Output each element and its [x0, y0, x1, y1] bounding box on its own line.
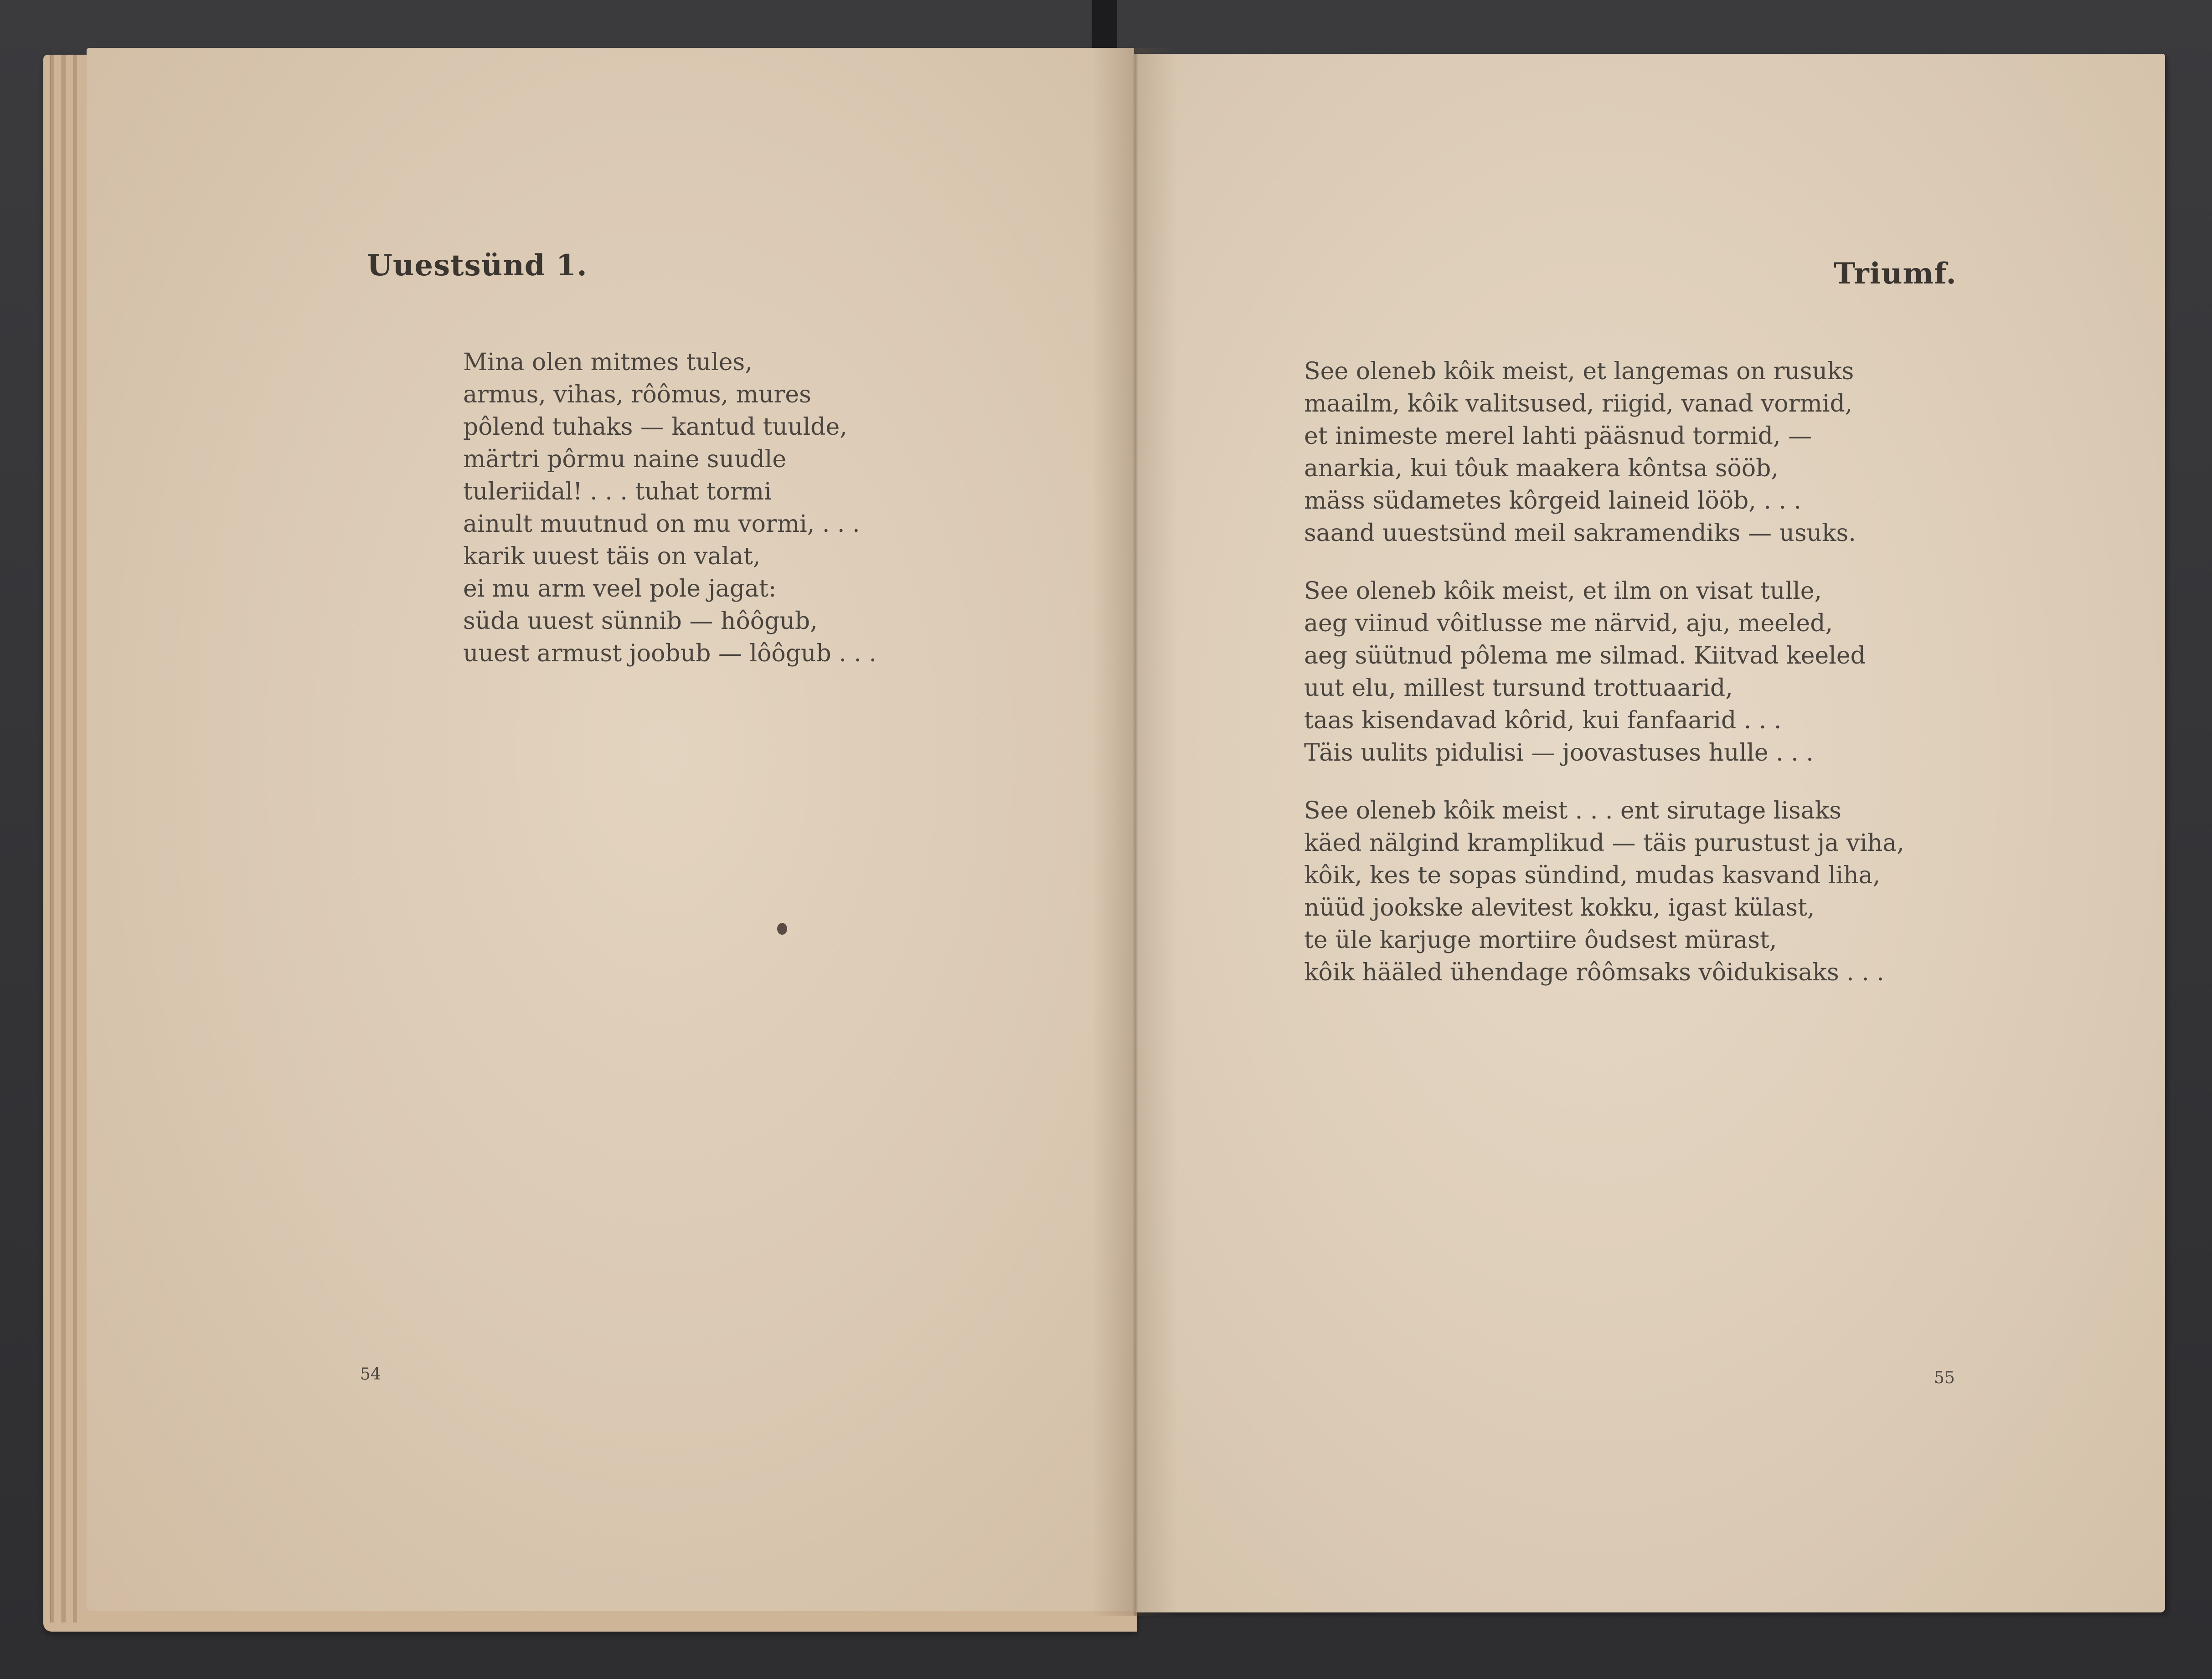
verse-line: käed nälgind kramplikud — täis purustust ja viha, — [1304, 829, 1904, 857]
verse-line: märtri pôrmu naine suudle — [463, 446, 787, 473]
ink-speck — [777, 923, 787, 935]
stanza — [1304, 795, 1904, 989]
verse-line: süda uuest sünnib — hôôgub, — [463, 608, 818, 635]
left-page — [87, 48, 1134, 1611]
verse-line: armus, vihas, rôômus, mures — [463, 381, 811, 408]
verse-line: See oleneb kôik meist . . . ent sirutage lisaks — [1304, 797, 1841, 824]
right-page — [1134, 54, 2165, 1612]
poem-title-uuestsund: Uuestsünd 1. — [367, 248, 588, 283]
verse-line: karik uuest täis on valat, — [463, 543, 761, 570]
page-stack-edge — [62, 55, 66, 1622]
verse-line: Täis uulits pidulisi — joovastuses hulle . . . — [1304, 739, 1814, 767]
verse-line: saand uuestsünd meil sakramendiks — usuks. — [1304, 520, 1856, 547]
page-stack-edge — [73, 55, 77, 1622]
verse-line: aeg viinud vôitlusse me närvid, aju, meeled, — [1304, 610, 1833, 637]
verse-line: pôlend tuhaks — kantud tuulde, — [463, 413, 847, 441]
verse-line: maailm, kôik valitsused, riigid, vanad vormid, — [1304, 390, 1853, 417]
verse-line: uuest armust joobub — lôôgub . . . — [463, 640, 877, 667]
page-number: 55 — [1934, 1369, 1955, 1387]
poem-body-uuestsund — [463, 346, 877, 670]
verse-line: mäss südametes kôrgeid laineid lööb, . . . — [1304, 487, 1802, 515]
stanza — [1304, 575, 1904, 769]
page-number: 54 — [360, 1365, 381, 1384]
verse-line: anarkia, kui tôuk maakera kôntsa sööb, — [1304, 455, 1779, 482]
verse-line: te üle karjuge mortiire ôudsest mürast, — [1304, 927, 1777, 954]
poem-title-triumf: Triumf. — [1834, 257, 1957, 291]
stanza — [1304, 355, 1904, 550]
verse-line: uut elu, millest tursund trottuaarid, — [1304, 675, 1733, 702]
verse-line: kôik, kes te sopas sündind, mudas kasvand liha, — [1304, 862, 1881, 889]
poem-body-triumf — [1304, 355, 1904, 989]
verse-line: taas kisendavad kôrid, kui fanfaarid . . . — [1304, 707, 1782, 734]
verse-line: See oleneb kôik meist, et ilm on visat tulle, — [1304, 577, 1822, 605]
verse-line: kôik hääled ühendage rôômsaks vôidukisaks . . . — [1304, 959, 1884, 986]
verse-line: ainult muutnud on mu vormi, . . . — [463, 510, 860, 538]
page-stack-edge — [50, 55, 54, 1622]
verse-line: nüüd jookske alevitest kokku, igast külast, — [1304, 894, 1815, 922]
verse-line: See oleneb kôik meist, et langemas on rusuks — [1304, 358, 1854, 385]
verse-line: aeg süütnud pôlema me silmad. Kiitvad keeled — [1304, 642, 1866, 670]
verse-line: ei mu arm veel pole jagat: — [463, 575, 777, 603]
verse-line: et inimeste merel lahti pääsnud tormid, — — [1304, 422, 1812, 450]
stanza — [463, 346, 877, 670]
verse-line: Mina olen mitmes tules, — [463, 349, 753, 376]
verse-line: tuleriidal! . . . tuhat tormi — [463, 478, 772, 505]
